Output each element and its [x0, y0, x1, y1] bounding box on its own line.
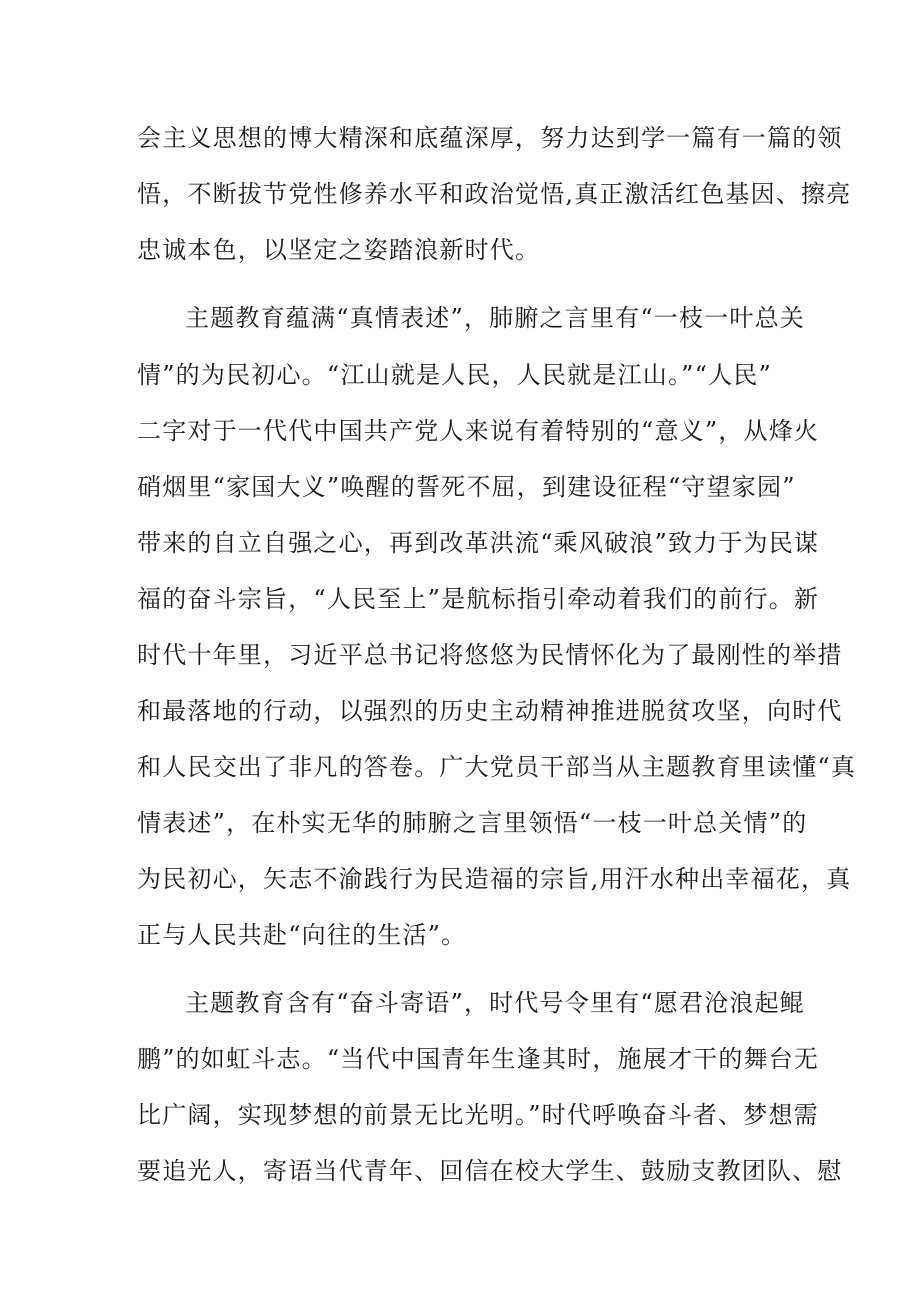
text-line: 比广阔，实现梦想的前景无比光明。”时代呼唤奋斗者、梦想需 — [137, 1101, 819, 1129]
text-line: 和最落地的行动，以强烈的历史主动精神推进脱贫攻坚，向时代 — [137, 697, 843, 725]
text-line: 硝烟里“家国大义”唤醒的誓死不屈，到建设征程“守望家园” — [137, 473, 796, 501]
text-line: 福的奋斗宗旨，“人民至上”是航标指引牵动着我们的前行。新 — [137, 585, 820, 613]
text-line: 和人民交出了非凡的答卷。广大党员干部当从主题教育里读懂“真 — [137, 753, 857, 781]
text-line: 情表述”，在朴实无华的肺腑之言里领悟“一枝一叶总关情”的 — [137, 809, 808, 837]
text-line: 带来的自立自强之心，再到改革洪流“乘风破浪”致力于为民谋 — [137, 529, 820, 557]
text-line: 悟，不断拔节党性修养水平和政治觉悟,真正激活红色基因、擦亮 — [137, 180, 852, 208]
text-line: 要追光人，寄语当代青年、回信在校大学生、鼓励支教团队、慰 — [137, 1157, 843, 1185]
text-line: 二字对于一代代中国共产党人来说有着特别的“意义”，从烽火 — [137, 417, 820, 445]
text-line: 时代十年里，习近平总书记将悠悠为民情怀化为了最刚性的举措 — [137, 641, 843, 669]
text-line: 鹏”的如虹斗志。“当代中国青年生逢其时，施展才干的舞台无 — [137, 1045, 820, 1073]
text-line: 为民初心，矢志不渝践行为民造福的宗旨,用汗水种出幸福花，真 — [137, 865, 852, 893]
text-line: 正与人民共赴“向往的生活”。 — [137, 921, 467, 949]
text-line: 忠诚本色，以坚定之姿踏浪新时代。 — [137, 236, 541, 264]
text-line: 会主义思想的博大精深和底蕴深厚，努力达到学一篇有一篇的领 — [137, 124, 843, 152]
paragraph-first-line: 主题教育含有“奋斗寄语”，时代号令里有“愿君沧浪起鲲 — [185, 989, 806, 1017]
text-line: 情”的为民初心。“江山就是人民，人民就是江山。”“人民” — [137, 361, 772, 389]
paragraph-first-line: 主题教育蕴满“真情表述”，肺腑之言里有“一枝一叶总关 — [185, 304, 806, 332]
